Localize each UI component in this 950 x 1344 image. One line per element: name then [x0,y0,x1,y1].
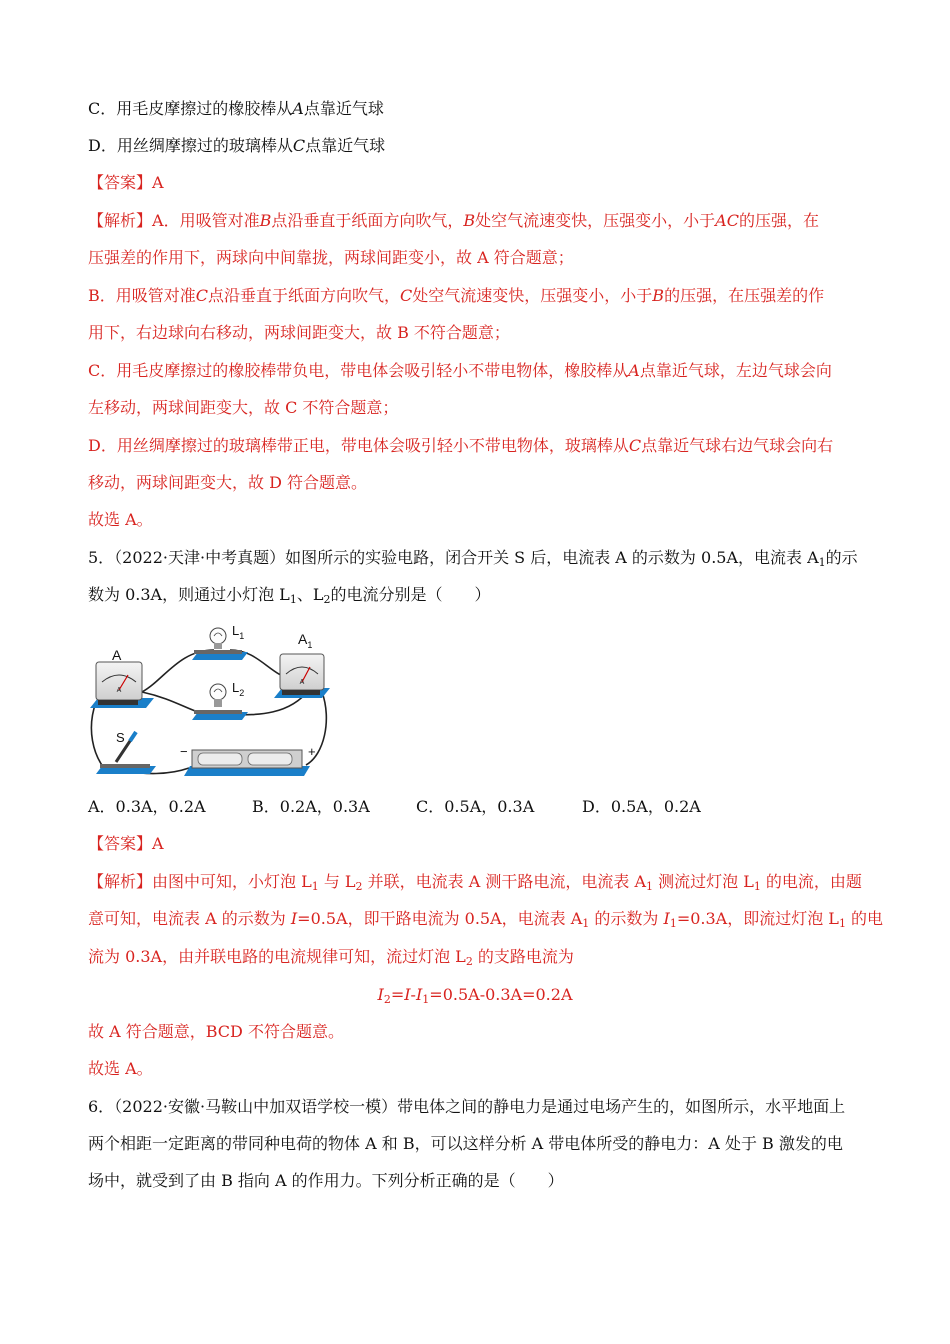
q4-explanation-d1: D．用丝绸摩擦过的玻璃棒带正电，带电体会吸引轻小不带电物体，玻璃棒从C点靠近气球右边气球会向右 [88,436,834,455]
q4-explanation-c1: C．用毛皮摩擦过的橡胶棒带负电，带电体会吸引轻小不带电物体，橡胶棒从A点靠近气球，左边气球会向 [88,361,832,380]
q4-explanation-b2: 用下，右边球向右移动，两球间距变大，故 B 不符合题意； [88,323,510,342]
q5-formula: $I_2=I-I_1=0.5A-0.3A=0.2A$ [377,985,573,1006]
q4-explanation-a2: 压强差的作用下，两球向中间靠拢，两球间距变小，故 A 符合题意； [88,248,574,267]
lamp-l1 [192,623,248,660]
option-c-prev: C．用毛皮摩擦过的橡胶棒从A点靠近气球 [88,99,384,118]
lamp-l2-label [232,680,244,698]
ammeter-a1-dial-label: A [299,679,305,686]
circuit-diagram [84,620,334,780]
q5-explanation-3: 流为 0.3A，由并联电路的电流规律可知，流过灯泡 $L_2$ 的支路电流为 [88,947,574,968]
option-d-prev: D．用丝绸摩擦过的玻璃棒从C点靠近气球 [88,136,386,155]
q5-option-b: B．0.2A，0.3A [252,797,370,816]
ammeter-a [90,647,154,708]
q5-final: 故选 A。 [88,1059,153,1078]
q4-explanation-d2: 移动，两球间距变大，故 D 符合题意。 [88,473,368,492]
battery-minus: − [180,744,188,759]
lamp-l1-label-main: L [232,623,240,638]
lamp-l1-label [232,623,244,641]
q5-stem-line2: 数为 0.3A，则通过小灯泡 $L_1$、$L_2$的电流分别是（ ） [88,585,491,606]
ammeter-a-label: A [112,647,122,663]
q4-final: 故选 A。 [88,510,153,529]
q6-stem-line3: 场中，就受到了由 B 指向 A 的作用力。下列分析正确的是（ ） [88,1171,564,1190]
q5-explanation-1: 【解析】由图中可知，小灯泡 $L_1$ 与 $L_2$ 并联，电流表 A 测干路电流，电流表 $A_1$ 测流过灯泡 $L_1$ 的电流，由题 [88,872,862,893]
q4-answer: 【答案】A [88,173,164,192]
ammeter-a1-label-sub: 1 [307,640,313,650]
q5-conclusion: 故 A 符合题意，BCD 不符合题意。 [88,1022,344,1041]
ammeter-a-dial-label: A [116,687,122,694]
q5-option-d: D．0.5A，0.2A [582,797,701,816]
q5-option-c: C．0.5A，0.3A [416,797,535,816]
lamp-l2-label-main: L [232,680,240,695]
q6-stem-line1: 6．（2022·安徽·马鞍山中加双语学校一模）带电体之间的静电力是通过电场产生的，如图所示，水平地面上 [88,1097,846,1116]
q5-answer: 【答案】A [88,834,164,853]
q5-explanation-2: 意可知，电流表 A 的示数为 I=0.5A，即干路电流为 0.5A，电流表 $A_1$ 的示数为 $I_1=0.3A$，即流过灯泡 $L_1$ 的电 [88,909,884,930]
lamp-l2 [192,680,248,720]
q4-explanation-a1: 【解析】A．用吸管对准B点沿垂直于纸面方向吹气，B处空气流速变快，压强变小，小于AC的压强，在 [88,211,819,230]
q4-explanation-c2: 左移动，两球间距变大，故 C 不符合题意； [88,398,399,417]
ammeter-a1 [274,631,330,698]
switch-label: S [116,730,125,745]
lamp-l2-label-sub: 2 [239,688,245,698]
battery-plus: + [308,744,316,759]
q5-stem-line1: 5．（2022·天津·中考真题）如图所示的实验电路，闭合开关 S 后，电流表 A 的示数为 0.5A，电流表 $A_1$的示 [88,548,858,569]
battery [180,744,316,776]
ammeter-a1-label-main: A [298,631,308,647]
q6-stem-line2: 两个相距一定距离的带同种电荷的物体 A 和 B，可以这样分析 A 带电体所受的静电力：A 处于 B 激发的电 [88,1134,843,1153]
lamp-l1-label-sub: 1 [239,631,245,641]
switch-s [96,730,156,774]
q5-option-a: A．0.3A，0.2A [88,797,206,816]
ammeter-a1-label [298,631,312,650]
q4-explanation-b1: B．用吸管对准C点沿垂直于纸面方向吹气，C处空气流速变快，压强变小，小于B的压强，在压强差的作 [88,286,825,305]
